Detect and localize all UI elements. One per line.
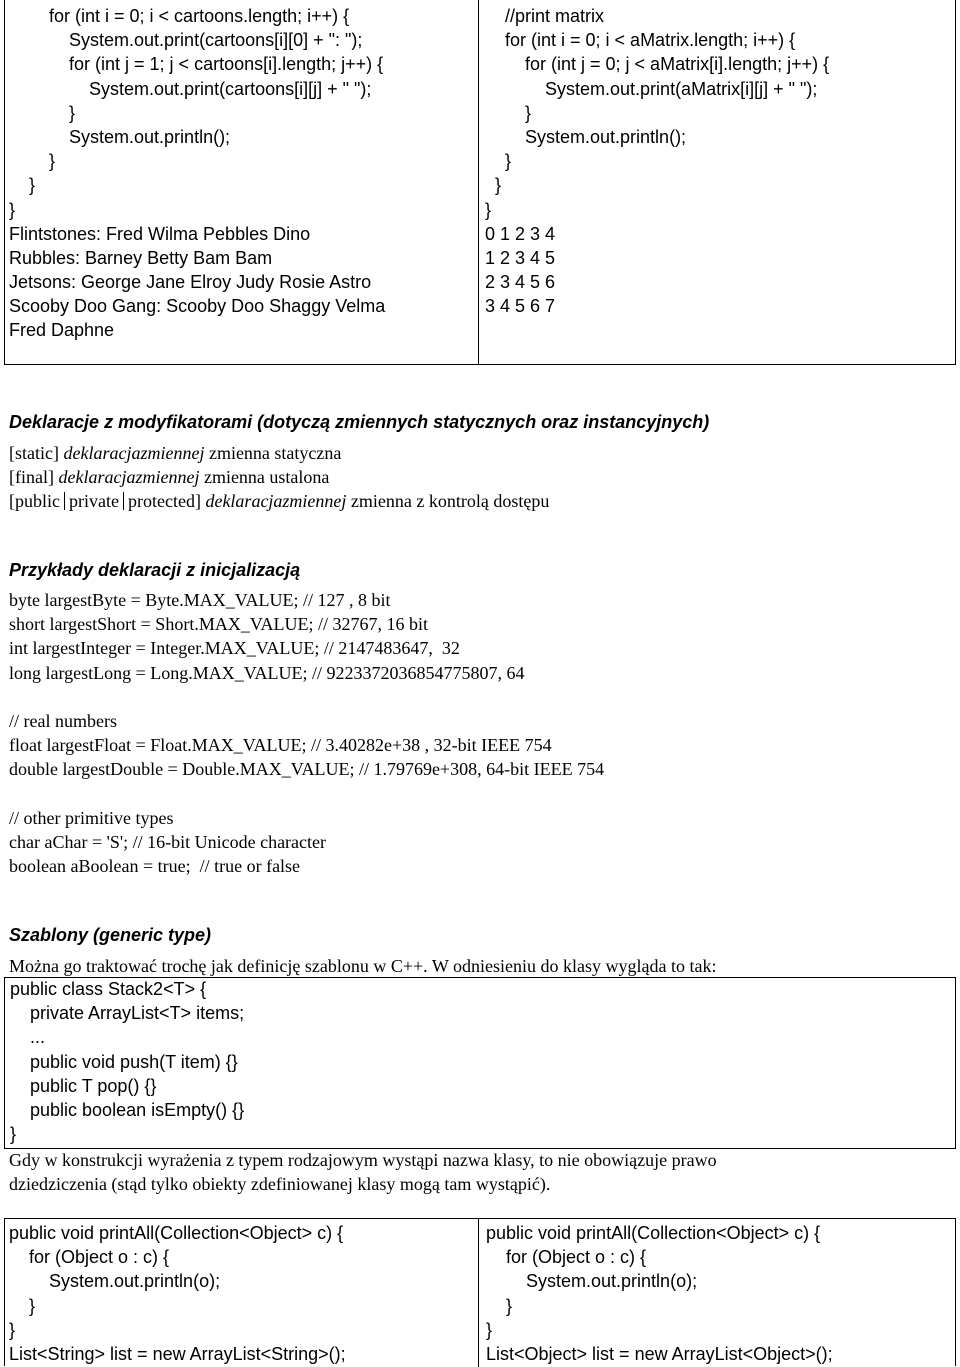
right-cell xyxy=(485,4,829,318)
generics-code-box xyxy=(4,977,956,1149)
output-line: Rubbles: Barney Betty Bam Bam xyxy=(9,247,273,268)
final-suffix: zmienna ustalona xyxy=(199,467,330,488)
note-line: Gdy w konstrukcji wyrażenia z typem rodzajowym wystąpi nazwa klasy, to nie obowiązuje prawo xyxy=(9,1150,717,1170)
code-line: public boolean isEmpty() {} xyxy=(10,1099,245,1120)
access-public: [public xyxy=(9,491,60,512)
examples-heading: Przykłady deklaracji z inicjalizacją xyxy=(9,560,301,580)
output-line: 2 3 4 5 6 xyxy=(485,272,556,293)
example-line: // real numbers xyxy=(9,710,117,731)
code-line: } xyxy=(486,1295,513,1316)
cartoons-output xyxy=(9,222,385,343)
example-line: float largestFloat = Float.MAX_VALUE; // 3.40282e+38 , 32-bit IEEE 754 xyxy=(9,735,552,756)
code-line: List<String> list = new ArrayList<String>(); xyxy=(9,1343,346,1364)
access-suffix: zmienna z kontrolą dostępu xyxy=(346,491,550,512)
code-line: for (Object o : c) { xyxy=(9,1247,170,1268)
top-code-table xyxy=(4,0,956,365)
code-line: System.out.print(aMatrix[i][j] + " "); xyxy=(485,78,818,99)
code-line: for (int i = 0; i < cartoons.length; i++) { xyxy=(9,6,350,26)
code-line: } xyxy=(9,1319,16,1340)
example-line: byte largestByte = Byte.MAX_VALUE; // 127 , 8 bit xyxy=(9,590,391,610)
code-line: } xyxy=(9,151,56,172)
code-line: } xyxy=(485,199,492,220)
code-line: System.out.println(); xyxy=(485,126,687,147)
example-line: char aChar = 'S'; // 16-bit Unicode character xyxy=(9,831,327,852)
generics-note xyxy=(9,1148,717,1196)
stack-code xyxy=(10,977,244,1146)
code-line: } xyxy=(9,1295,36,1316)
example-line: double largestDouble = Double.MAX_VALUE; // 1.79769e+308, 64-bit IEEE 754 xyxy=(9,759,605,780)
column-divider xyxy=(478,0,479,364)
code-line: } xyxy=(485,175,502,196)
code-line: System.out.print(cartoons[i][0] + ": "); xyxy=(9,30,363,51)
code-line: } xyxy=(485,151,512,172)
example-line: // other primitive types xyxy=(9,807,174,828)
code-line: //print matrix xyxy=(485,6,605,26)
output-line: 1 2 3 4 5 xyxy=(485,247,556,268)
generics-intro: Można go traktować trochę jak definicję szablonu w C++. W odniesieniu do klasy wygląda to tak: xyxy=(9,956,717,976)
output-line: Jetsons: George Jane Elroy Judy Rosie Astro xyxy=(9,272,372,293)
code-line: for (int i = 0; i < aMatrix.length; i++) { xyxy=(485,30,796,51)
code-line: } xyxy=(9,175,36,196)
generics-heading: Szablony (generic type) xyxy=(9,925,212,945)
code-line: } xyxy=(485,102,532,123)
example-line xyxy=(9,685,604,709)
final-italic: deklaracjazmiennej xyxy=(58,467,200,488)
code-line: } xyxy=(486,1319,493,1340)
left-cell xyxy=(9,1221,346,1366)
code-line: public void printAll(Collection<Object> c) { xyxy=(9,1223,344,1243)
code-line: private ArrayList<T> items; xyxy=(10,1003,245,1024)
code-line: for (int j = 0; j < aMatrix[i].length; j++) { xyxy=(485,54,830,75)
code-line: public void push(T item) {} xyxy=(10,1051,238,1072)
code-line: public void printAll(Collection<Object> c) { xyxy=(486,1223,821,1243)
code-line: System.out.print(cartoons[i][j] + " "); xyxy=(9,78,372,99)
output-line: Fred Daphne xyxy=(9,320,115,341)
output-line: 3 4 5 6 7 xyxy=(485,296,556,317)
code-line: List<Object> list = new ArrayList<Object>(); xyxy=(486,1343,833,1364)
left-cell xyxy=(9,4,385,343)
code-line: public T pop() {} xyxy=(10,1075,157,1096)
note-line: dziedziczenia (stąd tylko obiekty zdefiniowanej klasy mogą tam wystąpić). xyxy=(9,1174,551,1195)
examples-list xyxy=(9,588,604,878)
bottom-code-table xyxy=(4,1218,956,1366)
output-line: 0 1 2 3 4 xyxy=(485,223,556,244)
code-line: } xyxy=(9,199,16,220)
output-line: Scooby Doo Gang: Scooby Doo Shaggy Velma xyxy=(9,296,386,317)
example-line: int largestInteger = Integer.MAX_VALUE; // 2147483647, 32 xyxy=(9,638,460,659)
separator xyxy=(64,492,65,510)
final-prefix: [final] xyxy=(9,467,59,488)
static-suffix: zmienna statyczna xyxy=(204,443,342,463)
matrix-output xyxy=(485,222,829,319)
modifiers-heading: Deklaracje z modyfikatorami (dotyczą zmiennych statycznych oraz instancyjnych) xyxy=(9,412,710,432)
matrix-code xyxy=(485,4,829,222)
right-cell xyxy=(486,1221,833,1366)
code-line: public class Stack2<T> { xyxy=(10,979,207,999)
static-italic: deklaracjazmiennej xyxy=(63,443,205,463)
final-line xyxy=(9,465,549,489)
code-line: for (Object o : c) { xyxy=(486,1247,647,1268)
modifiers-list xyxy=(9,441,549,514)
example-line: boolean aBoolean = true; // true or false xyxy=(9,856,301,877)
example-line: long largestLong = Long.MAX_VALUE; // 9223372036854775807, 64 xyxy=(9,662,525,683)
access-protected: protected] xyxy=(127,491,206,512)
code-line: } xyxy=(9,102,76,123)
access-private: private xyxy=(69,491,119,512)
code-line: System.out.println(); xyxy=(9,126,231,147)
column-divider xyxy=(478,1219,479,1367)
code-line: for (int j = 1; j < cartoons[i].length; j++) { xyxy=(9,54,384,75)
code-line: } xyxy=(10,1124,17,1145)
code-line: System.out.println(o); xyxy=(486,1271,698,1292)
output-line: Flintstones: Fred Wilma Pebbles Dino xyxy=(9,223,311,244)
cartoons-code xyxy=(9,4,385,222)
example-line: short largestShort = Short.MAX_VALUE; // 32767, 16 bit xyxy=(9,614,428,635)
static-prefix: [static] xyxy=(9,443,64,463)
code-line: ... xyxy=(10,1027,46,1048)
access-italic: deklaracjazmiennej xyxy=(205,491,347,512)
separator xyxy=(123,492,124,510)
example-line xyxy=(9,782,604,806)
code-line: System.out.println(o); xyxy=(9,1271,221,1292)
access-line xyxy=(9,489,549,513)
static-line xyxy=(9,441,549,465)
